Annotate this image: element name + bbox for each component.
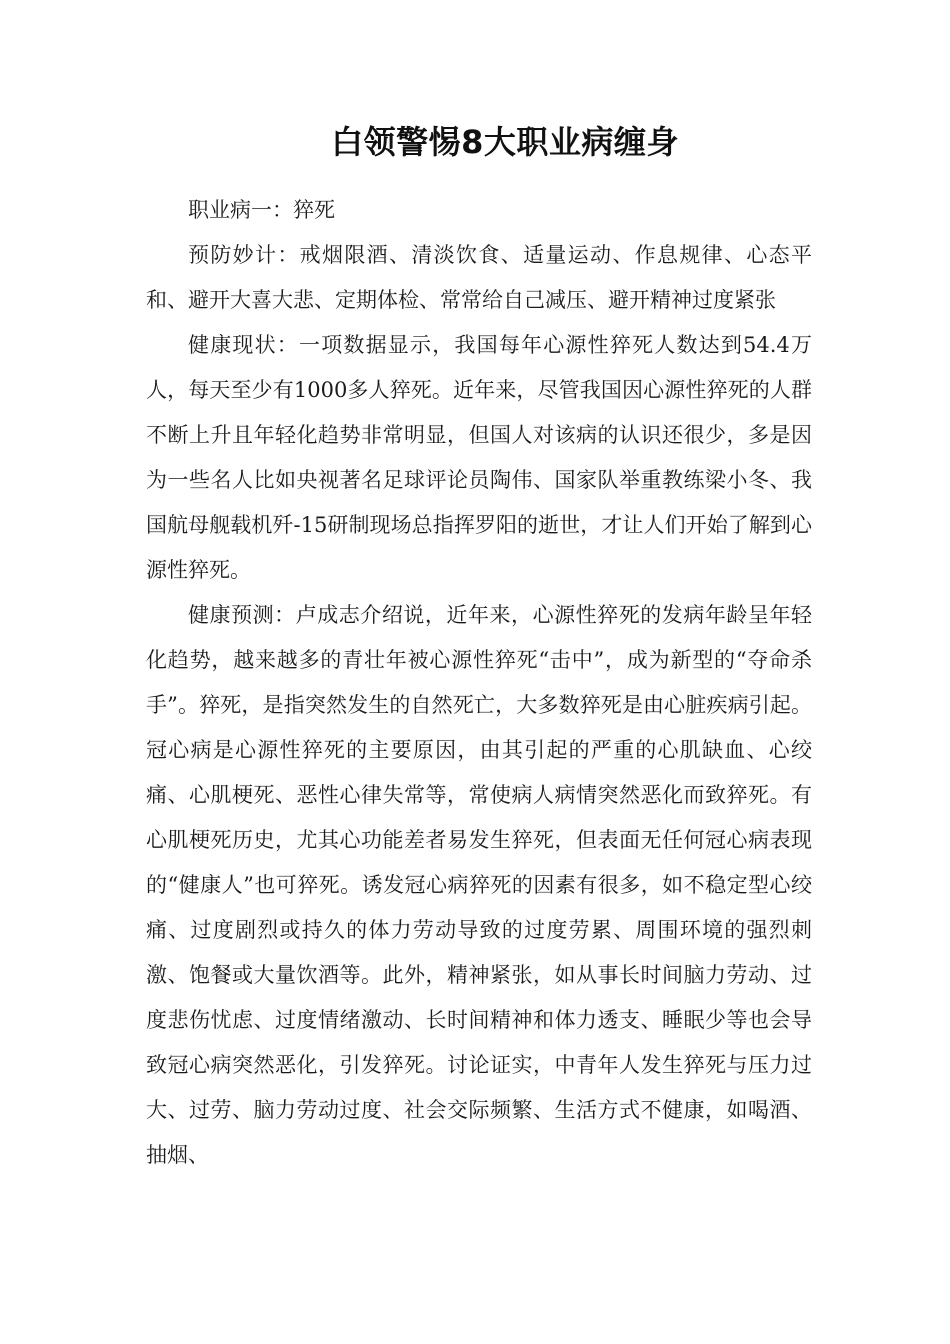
document-title: 白领警惕8大职业病缠身 <box>331 123 679 161</box>
paragraph-health-forecast: 健康预测：卢成志介绍说，近年来，心源性猝死的发病年龄呈年轻化趋势，越来越多的青壮年被心源性猝死“击中”，成为新型的“夺命杀手”。猝死，是指突然发生的自然死亡，大多数猝死是由心脏疾病引起。冠心病是心源性猝死的主要原因，由其引起的严重的心肌缺血、心绞痛、心肌梗死、恶性心律失常等，常使病人病情突然恶化而致猝死。有心肌梗死历史，尤其心功能差者易发生猝死，但表面无任何冠心病表现的“健康人”也可猝死。诱发冠心病猝死的因素有很多，如不稳定型心绞痛、过度剧烈或持久的体力劳动导致的过度劳累、周围环境的强烈刺激、饱餐或大量饮酒等。此外，精神紧张，如从事长时间脑力劳动、过度悲伤忧虑、过度情绪激动、长时间精神和体力透支、睡眠少等也会导致冠心病突然恶化，引发猝死。讨论证实，中青年人发生猝死与压力过大、过劳、脑力劳动过度、社会交际频繁、生活方式不健康，如喝酒、抽烟、 <box>146 603 812 1167</box>
paragraph-disease-heading: 职业病一：猝死 <box>188 198 335 222</box>
document-body <box>146 188 812 1178</box>
paragraph-prevention: 预防妙计：戒烟限酒、清淡饮食、适量运动、作息规律、心态平和、避开大喜大悲、定期体检、常常给自己减压、避开精神过度紧张 <box>146 243 812 312</box>
paragraph-health-status: 健康现状：一项数据显示，我国每年心源性猝死人数达到54.4万人，每天至少有1000多人猝死。近年来，尽管我国因心源性猝死的人群不断上升且年轻化趋势非常明显，但国人对该病的认识还很少，多是因为一些名人比如央视著名足球评论员陶伟、国家队举重教练梁小冬、我国航母舰载机歼-15研制现场总指挥罗阳的逝世，才让人们开始了解到心源性猝死。 <box>146 333 812 582</box>
